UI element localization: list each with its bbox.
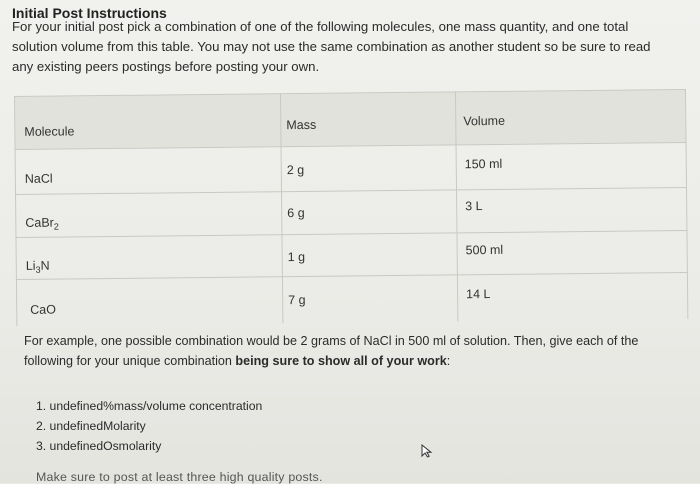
column-header-volume: Volume [463, 114, 505, 128]
intro-line: solution volume from this table. You may not use the same combination as another student so be sure to read [12, 37, 692, 57]
combination-table [14, 89, 688, 326]
column-header-mass: Mass [286, 118, 316, 132]
list-item: 1. undefined%mass/volume concentration [36, 396, 262, 416]
page-title: Initial Post Instructions [12, 5, 167, 21]
table-cell-mass: 7 g [288, 293, 306, 307]
molecule-formula: Li [26, 259, 36, 273]
table-cell-volume: 150 ml [465, 157, 503, 171]
table-header-background [15, 90, 686, 149]
requirements-list [36, 396, 262, 456]
table-row-divider [15, 230, 687, 238]
table-border-right [685, 89, 688, 319]
list-item: 3. undefinedOsmolarity [36, 436, 262, 456]
list-item: 2. undefinedMolarity [36, 416, 262, 436]
intro-line: For your initial post pick a combination of one of the following molecules, one mass quantity, and one total [12, 17, 692, 37]
molecule-formula-tail: N [40, 259, 49, 273]
table-row-divider [16, 272, 688, 280]
molecule-subscript: 3 [36, 265, 41, 275]
example-plain: following for your unique combination [24, 354, 235, 368]
table-cell-volume: 500 ml [466, 243, 504, 257]
molecule-subscript: 2 [54, 222, 59, 232]
table-cell-molecule [26, 259, 50, 275]
example-text [24, 331, 684, 371]
table-row-divider [15, 187, 687, 195]
table-cell-molecule: CaO [30, 303, 56, 317]
intro-line: any existing peers postings before posting your own. [12, 57, 692, 77]
table-cell-volume: 3 L [465, 199, 483, 213]
emphasis-text: being sure to show all of your work [235, 354, 446, 368]
table-cell-volume: 14 L [466, 287, 490, 301]
molecule-formula: CaBr [25, 216, 54, 230]
example-line [24, 351, 684, 371]
example-end: : [447, 354, 451, 368]
footer-note: Make sure to post at least three high quality posts. [36, 470, 323, 484]
example-line: For example, one possible combination would be 2 grams of NaCl in 500 ml of solution. Then, give each of the [24, 331, 684, 351]
table-cell-mass: 2 g [287, 163, 305, 177]
mouse-pointer-icon [420, 444, 434, 458]
table-cell-mass: 6 g [287, 206, 305, 220]
intro-text [12, 17, 692, 77]
table-cell-mass: 1 g [288, 250, 306, 264]
table-cell-molecule [25, 216, 59, 232]
table-cell-molecule: NaCl [25, 172, 53, 186]
column-header-molecule: Molecule [24, 124, 74, 139]
